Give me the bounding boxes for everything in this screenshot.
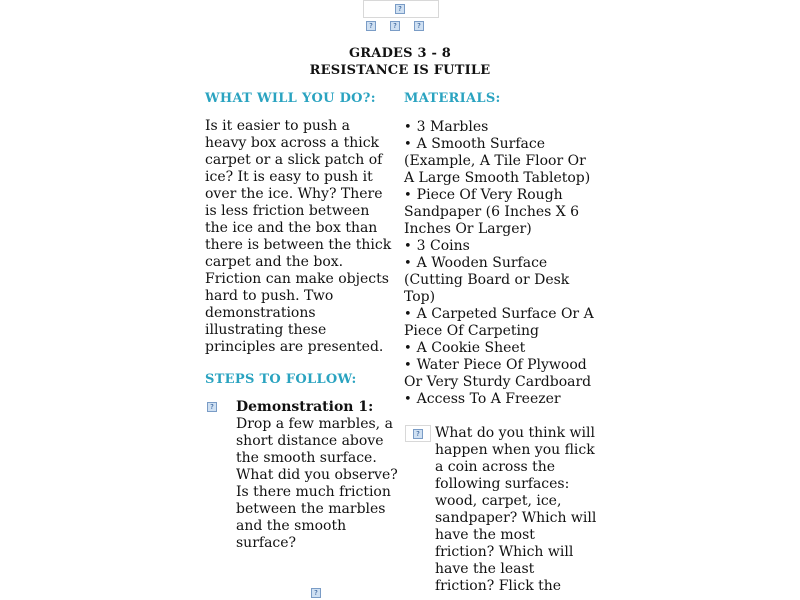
demonstration-1 — [236, 399, 398, 552]
list-item: • A Wooden Surface (Cutting Board or Desk Top) — [404, 255, 570, 305]
broken-image-icon: ? — [366, 21, 376, 31]
broken-image-icon: ? — [207, 402, 217, 412]
demonstration-1-label: Demonstration 1: — [236, 399, 374, 415]
demonstration-1-text: Drop a few marbles, a short distance above the smooth surface. What did you observe? Is there much friction between the marbles and the smooth surface? — [236, 416, 398, 551]
broken-image-icon: ? — [311, 588, 321, 598]
what-will-you-do-title: WHAT WILL YOU DO?: — [205, 91, 376, 106]
question-text: What do you think will happen when you flick a coin across the following surfaces: wood, carpet, ice, sandpaper? Which will have the most friction? Which will have the least friction? Flick the — [435, 425, 597, 594]
steps-to-follow-title: STEPS TO FOLLOW: — [205, 372, 357, 387]
list-item: • A Smooth Surface (Example, A Tile Floor Or A Large Smooth Tabletop) — [404, 136, 591, 186]
page-title: RESISTANCE IS FUTILE — [309, 63, 491, 78]
list-item: • 3 Marbles — [404, 119, 489, 135]
list-item: • A Cookie Sheet — [404, 340, 526, 356]
grade-heading: GRADES 3 - 8 — [348, 46, 452, 61]
materials-title: MATERIALS: — [404, 91, 501, 106]
broken-image-icon: ? — [395, 4, 405, 14]
broken-image-icon: ? — [390, 21, 400, 31]
list-item: • Water Piece Of Plywood Or Very Sturdy Cardboard — [404, 357, 592, 390]
list-item: • Piece Of Very Rough Sandpaper (6 Inches X 6 Inches Or Larger) — [404, 187, 580, 237]
what-will-you-do-text: Is it easier to push a heavy box across a thick carpet or a slick patch of ice? It is easy to push it over the ice. Why? There is less friction between the ice and the box than there is between the thick carpet and the box. Friction can make objects hard to push. Two demonstrations illustrating these principles are presented. — [205, 118, 392, 355]
broken-image-icon: ? — [414, 21, 424, 31]
materials-list — [404, 119, 600, 408]
list-item: • A Carpeted Surface Or A Piece Of Carpeting — [404, 306, 594, 339]
list-item: • 3 Coins — [404, 238, 470, 254]
list-item: • Access To A Freezer — [404, 391, 561, 407]
broken-image-icon: ? — [413, 429, 423, 439]
